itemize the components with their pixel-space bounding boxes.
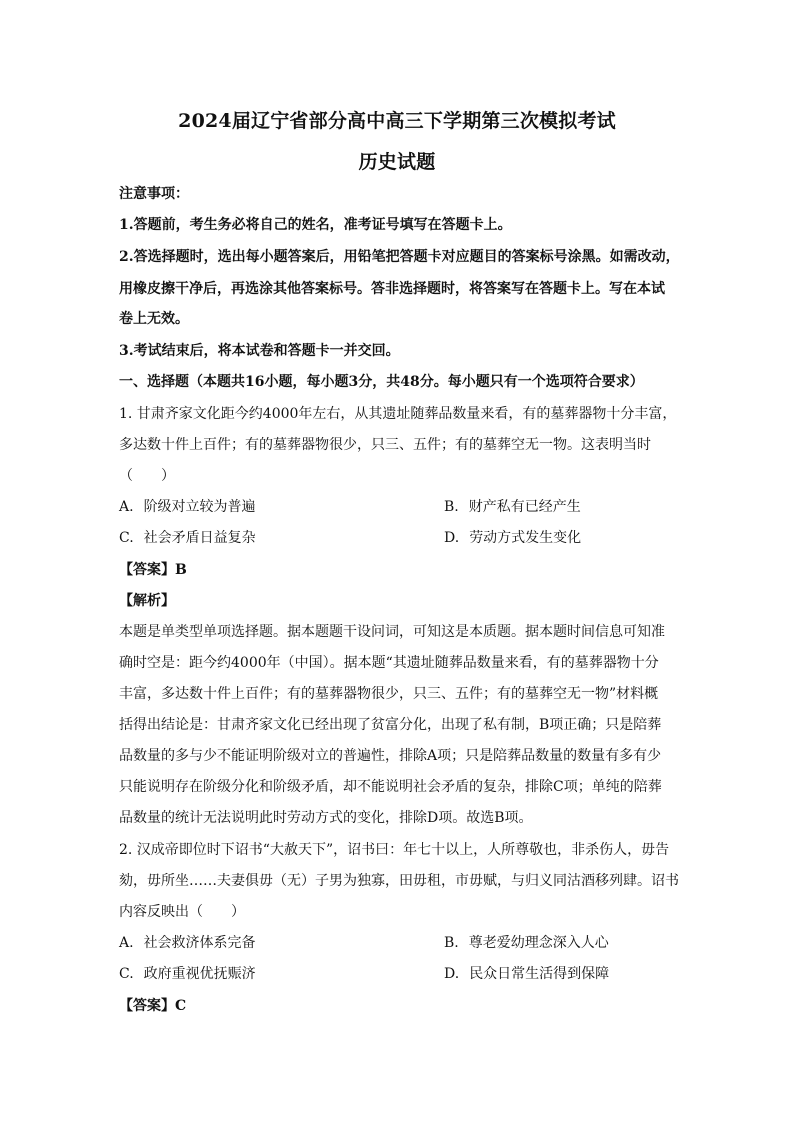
option-text: 政府重视优抚赈济 <box>143 966 256 982</box>
answer-label: 【答案】B <box>119 562 187 578</box>
option-letter: C. <box>119 966 134 982</box>
option-text: 尊老爱幼理念深入人心 <box>468 935 609 951</box>
option-text: 财产私有已经产生 <box>468 499 581 515</box>
option-letter: B. <box>444 935 459 951</box>
notice-item: 2.答选择题时，选出每小题答案后，用铅笔把答题卡对应题目的答案标号涂黑。如需改动， <box>119 249 680 265</box>
analysis-heading: 【解析】 <box>119 593 175 609</box>
notice-item: 3.考试结束后，将本试卷和答题卡一并交回。 <box>119 343 400 359</box>
analysis-line: 品数量的多与少不能证明阶级对立的普遍性，排除A项；只是陪葬品数量的数量有多有少 <box>119 748 662 764</box>
option-c <box>119 964 256 984</box>
section-heading: 一、选择题（本题共16小题，每小题3分，共48分。每小题只有一个选项符合要求） <box>119 374 644 390</box>
answer-label: 【答案】C <box>119 998 187 1014</box>
option-letter: C. <box>119 530 134 546</box>
question-stem-line: （ ） <box>119 468 175 484</box>
option-d <box>444 964 609 984</box>
option-letter: A. <box>119 935 134 951</box>
option-letter: D. <box>444 966 460 982</box>
analysis-line: 只能说明存在阶级分化和阶级矛盾，却不能说明社会矛盾的复杂，排除C项；单纯的陪葬 <box>119 779 662 795</box>
notice-item: 卷上无效。 <box>119 311 189 327</box>
analysis-line: 确时空是：距今约4000年（中国）。据本题“其遗址随葬品数量来看，有的墓葬器物十分 <box>119 655 659 671</box>
option-b <box>444 497 581 517</box>
question-stem-line: 劾，毋所坐……夫妻俱毋（无）子男为独寡，田毋租，市毋赋，与归义同沽酒移列肆。诏书 <box>119 873 679 889</box>
option-text: 劳动方式发生变化 <box>469 530 582 546</box>
option-letter: B. <box>444 499 459 515</box>
option-b <box>444 933 609 953</box>
exam-subject: 历史试题 <box>358 151 436 173</box>
notice-heading: 注意事项： <box>119 186 189 202</box>
notice-item: 用橡皮擦干净后，再选涂其他答案标号。答非选择题时，将答案写在答题卡上。写在本试 <box>119 281 665 297</box>
option-text: 民众日常生活得到保障 <box>469 966 610 982</box>
option-letter: D. <box>444 530 460 546</box>
analysis-line: 品数量的统计无法说明此时劳动方式的变化，排除D项。故选B项。 <box>119 810 533 826</box>
analysis-line: 括得出结论是：甘肃齐家文化已经出现了贫富分化，出现了私有制，B项正确；只是陪葬 <box>119 717 662 733</box>
option-text: 社会矛盾日益复杂 <box>143 530 256 546</box>
option-d <box>444 528 581 548</box>
option-text: 社会救济体系完备 <box>143 935 256 951</box>
question-stem-line: 2. 汉成帝即位时下诏书“大赦天下”，诏书曰：年七十以上，人所尊敬也，非杀伤人，毋告 <box>119 842 670 858</box>
option-a <box>119 497 256 517</box>
exam-title: 2024届辽宁省部分高中高三下学期第三次模拟考试 <box>178 110 616 132</box>
option-text: 阶级对立较为普遍 <box>143 499 256 515</box>
analysis-line: 本题是单类型单项选择题。据本题题干设问词，可知这是本质题。据本题时间信息可知准 <box>119 624 665 640</box>
question-stem-line: 1. 甘肃齐家文化距今约4000年左右，从其遗址随葬品数量来看，有的墓葬器物十分丰富， <box>119 406 677 422</box>
question-stem-line: 内容反映出（ ） <box>119 904 245 920</box>
option-a <box>119 933 256 953</box>
analysis-line: 丰富，多达数十件上百件；有的墓葬器物很少，只三、五件；有的墓葬空无一物”材料概 <box>119 686 659 702</box>
option-c <box>119 528 256 548</box>
notice-item: 1.答题前，考生务必将自己的姓名，准考证号填写在答题卡上。 <box>119 217 512 233</box>
option-letter: A. <box>119 499 134 515</box>
question-stem-line: 多达数十件上百件；有的墓葬器物很少，只三、五件；有的墓葬空无一物。这表明当时 <box>119 437 651 453</box>
